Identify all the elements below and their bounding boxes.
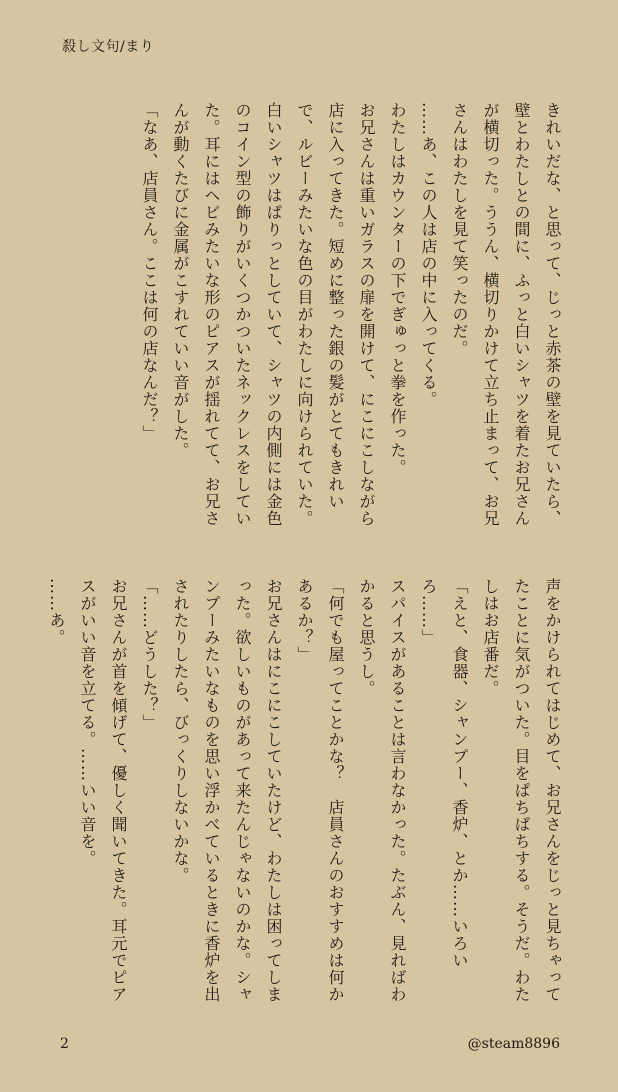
body-text-lower <box>47 578 568 1003</box>
body-text-upper <box>50 102 568 527</box>
paragraph: 「……どうした？」 <box>140 578 159 731</box>
page-title: 殺し文句/まり <box>62 39 155 55</box>
paragraph: きれいだな、と思って、じっと赤茶の壁を見ていたら、壁とわたしとの間に、ふっと白いシャツを着たお兄さんが横切った。ううん、横切りかけて立ち止まって、お兄さんはわたしを見て笑ったのだ。 <box>450 102 562 527</box>
page-number: 2 <box>60 1036 69 1052</box>
paragraph: 「えと、食器、シャンプー、香炉、とか……いろいろ……」 <box>419 578 469 969</box>
paragraph: お兄さんが首を傾げて、優しく聞いてきた。耳元でピアスがいい音を立てる。……いい音を。 <box>78 578 128 1003</box>
paragraph: 「何でも屋ってことかな？ 店員さんのおすすめは何かあるか？」 <box>295 578 345 1003</box>
paragraph: わたしはカウンターの下でぎゅっと拳を作った。 <box>388 102 407 476</box>
author-handle: @steam8896 <box>467 1036 560 1052</box>
paragraph: 「なあ、店員さん。ここは何の店なんだ？」 <box>140 102 159 442</box>
paragraph: お兄さんは重いガラスの扉を開けて、にこにこしながら店に入ってきた。短めに整った銀の髪がとてもきれいで、ルビーみたいな色の目がわたしに向けられていた。白いシャツはぱりっとしていて、シャツの内側には金色のコイン型の飾りがいくつかついたネックレスをしていた。耳にはヘビみたいな形のピアスが揺れてて、お兄さんが動くたびに金属がこすれていい音がした。 <box>171 102 376 527</box>
paragraph: 声をかけられてはじめて、お兄さんをじっと見ちゃってたことに気がついた。目をぱちぱちする。そうだ。わたしはお店番だ。 <box>481 578 562 1003</box>
paragraph: お兄さんはにこにこしていたけど、わたしは困ってしまった。欲しいものがあって来たんじゃないのかな。シャンプーみたいなものを思い浮かべているときに香炉を出されたりしたら、びっくりしないかな。 <box>171 578 283 1003</box>
paragraph: スパイスがあることは言わなかった。たぶん、見ればわかると思うし。 <box>357 578 407 1003</box>
paragraph: ……あ、この人は店の中に入ってくる。 <box>419 102 438 408</box>
paragraph: ……あ。 <box>47 578 66 646</box>
